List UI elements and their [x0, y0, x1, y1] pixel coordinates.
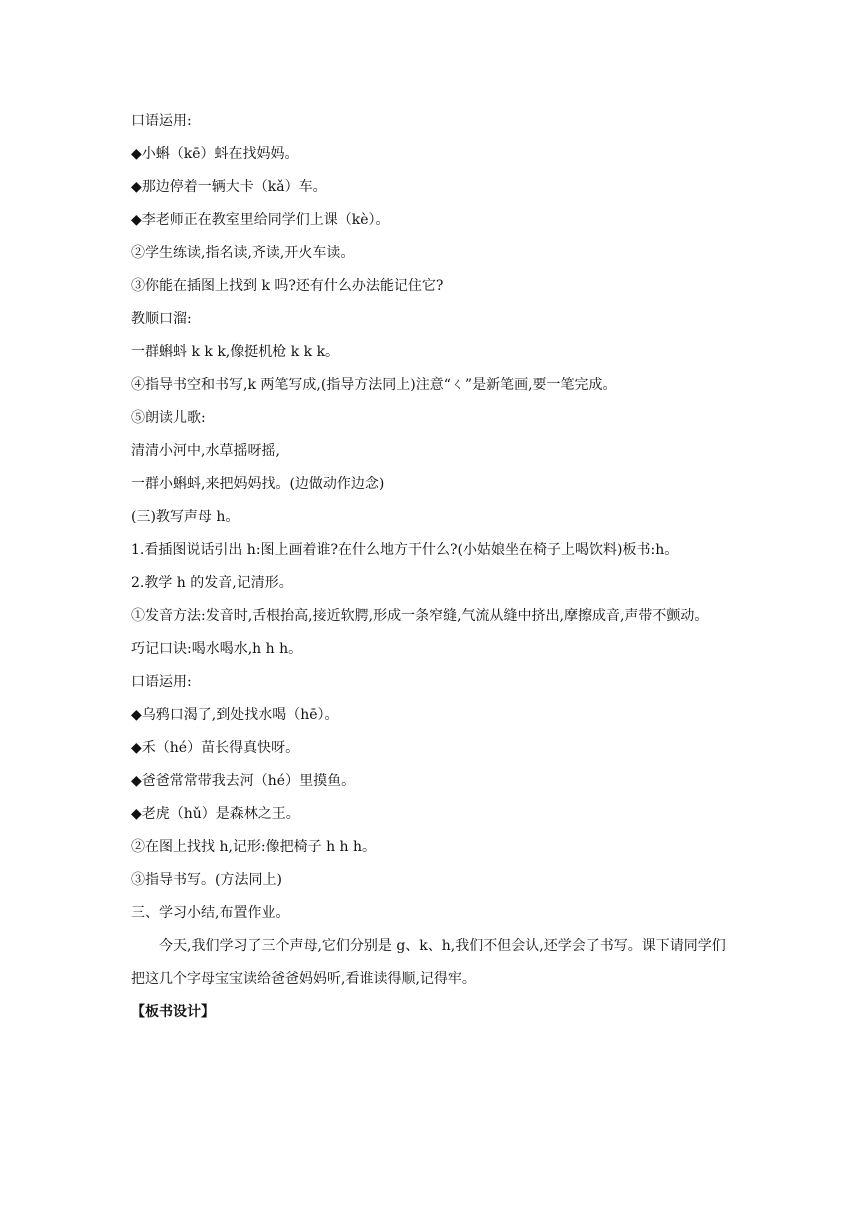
pronunciation-paragraph: ①发音方法:发音时,舌根抬高,接近软腭,形成一条窄缝,气流从缝中挤出,摩擦成音,声带不颤动。 [131, 608, 709, 624]
text-line: ②学生练读,指名读,齐读,开火车读。 [131, 245, 355, 261]
text-line: 一群蝌蚪 k k k,像挺机枪 k k k。 [131, 344, 340, 360]
text-line: ◆禾（hé）苗长得真快呀。 [131, 740, 300, 756]
text-line: ◆老虎（hǔ）是森林之王。 [131, 806, 300, 822]
section-heading: 【板书设计】 [131, 1004, 215, 1020]
text-line: ◆乌鸦口渴了,到处找水喝（hē）。 [131, 707, 339, 723]
text-line: 2.教学 h 的发音,记清形。 [131, 575, 293, 591]
text-line: ②在图上找找 h,记形:像把椅子 h h h。 [131, 839, 377, 855]
text-line: ◆爸爸常常带我去河（hé）里摸鱼。 [131, 773, 356, 789]
text-line: ⑤朗读儿歌: [131, 410, 206, 426]
document-body [131, 111, 737, 1035]
text-line: 1.看插图说话引出 h:图上画着谁?在什么地方干什么?(小姑娘坐在椅子上喝饮料)板书:h。 [131, 542, 679, 558]
text-line: 教顺口溜: [131, 311, 192, 327]
text-line: ④指导书空和书写,k 两笔写成,(指导方法同上)注意“ㄑ”是新笔画,要一笔完成。 [131, 377, 617, 393]
text-line: ③指导书写。(方法同上) [131, 872, 282, 888]
text-line: ◆小蝌（kē）蚪在找妈妈。 [131, 146, 299, 162]
text-line: 巧记口诀:喝水喝水,h h h。 [131, 641, 303, 657]
text-line: 清清小河中,水草摇呀摇, [131, 443, 280, 459]
text-line: ◆李老师正在教室里给同学们上课（kè）。 [131, 212, 390, 228]
text-line: 口语运用: [131, 113, 192, 129]
text-line: 一群小蝌蚪,来把妈妈找。(边做动作边念) [131, 476, 385, 492]
text-line: (三)教写声母 h。 [131, 509, 240, 525]
text-line: 三、学习小结,布置作业。 [131, 905, 290, 921]
text-line: ③你能在插图上找到 k 吗?还有什么办法能记住它? [131, 278, 444, 294]
text-line: 口语运用: [131, 674, 192, 690]
text-line: ◆那边停着一辆大卡（kǎ）车。 [131, 179, 327, 195]
summary-paragraph: 今天,我们学习了三个声母,它们分别是 g、k、h,我们不但会认,还学会了书写。课下请同学们把这几个字母宝宝读给爸爸妈妈听,看谁读得顺,记得牢。 [131, 938, 726, 987]
